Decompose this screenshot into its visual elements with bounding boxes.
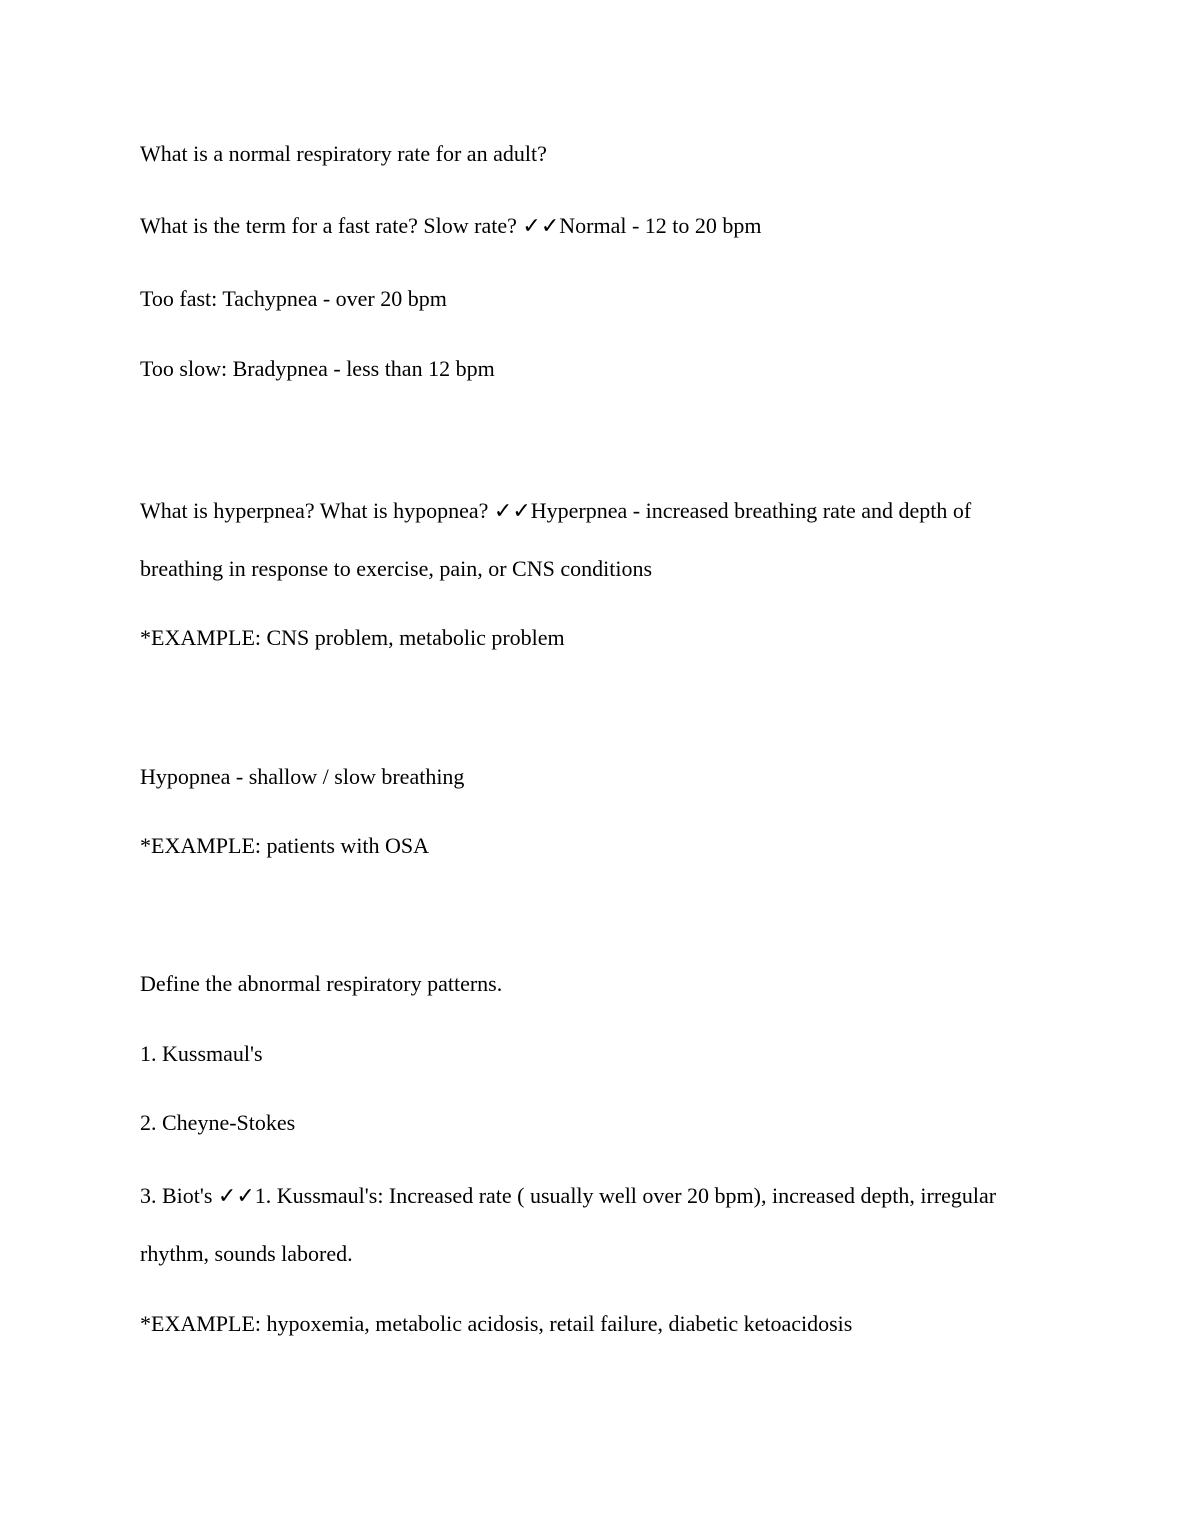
question-abnormal-patterns: Define the abnormal respiratory patterns. — [140, 971, 503, 996]
answer-hyperpnea-continued: breathing in response to exercise, pain, or CNS conditions — [140, 556, 653, 581]
example-kussmaul: *EXAMPLE: hypoxemia, metabolic acidosis, retail failure, diabetic ketoacidosis — [140, 1311, 853, 1336]
list-item-biot-answer: 3. Biot's ✓✓1. Kussmaul's: Increased rate ( usually well over 20 bpm), increased depth, irregular — [140, 1183, 997, 1208]
question-fast-slow-rate: What is the term for a fast rate? Slow rate? ✓✓Normal - 12 to 20 bpm — [140, 213, 762, 238]
question-normal-rate: What is a normal respiratory rate for an adult? — [140, 141, 547, 166]
answer-bradypnea: Too slow: Bradypnea - less than 12 bpm — [140, 356, 495, 381]
example-hypopnea: *EXAMPLE: patients with OSA — [140, 833, 430, 858]
answer-hypopnea: Hypopnea - shallow / slow breathing — [140, 764, 465, 789]
list-item-cheyne-stokes: 2. Cheyne-Stokes — [140, 1110, 296, 1135]
answer-tachypnea: Too fast: Tachypnea - over 20 bpm — [140, 286, 447, 311]
question-hyperpnea-hypopnea: What is hyperpnea? What is hypopnea? ✓✓Hyperpnea - increased breathing rate and depth of — [140, 498, 972, 523]
example-hyperpnea: *EXAMPLE: CNS problem, metabolic problem — [140, 625, 565, 650]
answer-kussmaul-continued: rhythm, sounds labored. — [140, 1241, 353, 1266]
list-item-kussmaul: 1. Kussmaul's — [140, 1041, 263, 1066]
